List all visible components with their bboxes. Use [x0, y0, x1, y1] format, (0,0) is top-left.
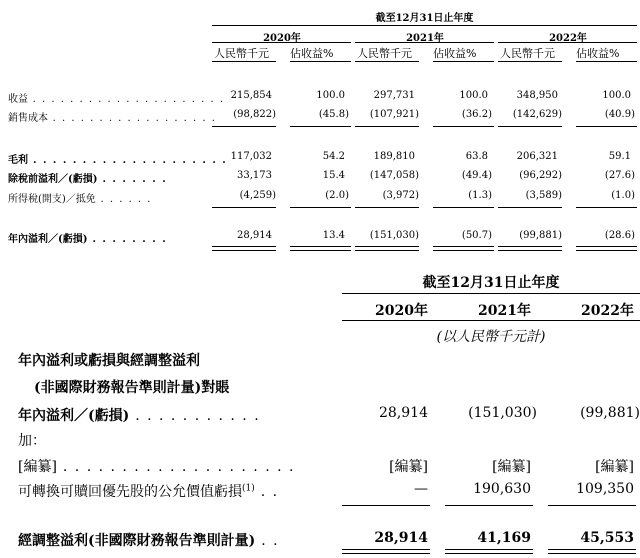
double-underline [290, 246, 351, 251]
divider [498, 207, 562, 208]
table-cell: (49.4) [461, 170, 492, 181]
table-cell: 15.4 [322, 170, 345, 181]
divider [342, 293, 640, 294]
table-cell: 109,350 [576, 481, 634, 497]
table-cell: 63.8 [465, 151, 488, 162]
table-cell: 54.2 [322, 151, 345, 162]
divider [342, 320, 640, 321]
table-row-label: 銷售成本 . . . . . . . . . . . . . . . . . . [8, 113, 217, 124]
divider [355, 61, 419, 62]
table2-year-2020: 2020年 [375, 303, 428, 319]
unit-amount-2022: 人民幣千元 [500, 47, 555, 60]
table-cell: (50.7) [461, 230, 492, 241]
double-underline [445, 549, 533, 554]
table-cell: (4,259) [239, 190, 276, 201]
divider [290, 207, 351, 208]
divider [498, 42, 637, 43]
table-cell: 28,914 [379, 405, 428, 421]
table2-unit: (以人民幣千元計) [436, 329, 546, 345]
unit-pct-2020: 佔收益% [290, 47, 334, 60]
divider [498, 126, 562, 127]
table-cell: 100.0 [459, 90, 488, 101]
table-cell: (98,822) [233, 109, 276, 120]
unit-pct-2021: 佔收益% [433, 47, 477, 60]
table-cell: (147,058) [369, 170, 419, 181]
double-underline [433, 246, 494, 251]
table-cell: (151,030) [468, 405, 537, 421]
table-row-label: 收益 . . . . . . . . . . . . . . . . . . . . . [8, 94, 225, 105]
divider [212, 207, 276, 208]
divider [576, 126, 637, 127]
table-row-label: 毛利 . . . . . . . . . . . . . . . . . . . . [8, 155, 228, 166]
table-cell: 28,914 [237, 230, 272, 241]
table-cell: (36.2) [461, 109, 492, 120]
section-heading: (非國際財務報告準則計量)對賬 [34, 380, 230, 396]
table-cell: (142,629) [512, 109, 562, 120]
unit-amount-2020: 人民幣千元 [214, 47, 269, 60]
table-cell: (96,292) [519, 170, 562, 181]
section-heading: 年內溢利或虧損與經調整溢利 [18, 353, 200, 369]
table-cell: 28,914 [374, 530, 428, 546]
table-cell: 13.4 [322, 230, 345, 241]
table1-year-2022: 2022年 [549, 33, 587, 44]
table-cell: 117,032 [230, 151, 272, 162]
double-underline [342, 549, 430, 554]
unit-amount-2021: 人民幣千元 [357, 47, 412, 60]
divider [212, 61, 276, 62]
divider [355, 126, 419, 127]
table-cell: (151,030) [369, 230, 419, 241]
table-cell: 190,630 [473, 481, 531, 497]
table-cell: 59.1 [608, 151, 631, 162]
table-cell: 41,169 [477, 530, 531, 546]
table-cell: 33,173 [237, 170, 272, 181]
table-row-label: [編纂] . . . . . . . . . . . . . . . . . . . . [18, 459, 295, 475]
divider [548, 505, 636, 506]
table-cell: (99,881) [580, 405, 640, 421]
table-cell: — [414, 481, 428, 497]
table-cell: 215,854 [230, 90, 272, 101]
table-cell: (40.9) [604, 109, 635, 120]
table-cell: 100.0 [316, 90, 345, 101]
table2-period-header: 截至12月31日止年度 [422, 275, 560, 291]
divider [355, 42, 494, 43]
divider [212, 25, 637, 26]
table2-year-2021: 2021年 [478, 303, 531, 319]
double-underline [576, 246, 637, 251]
table-cell: 206,321 [516, 151, 558, 162]
divider [433, 126, 494, 127]
table-cell: (99,881) [519, 230, 562, 241]
divider [433, 61, 494, 62]
table1-period-header: 截至12月31日止年度 [375, 13, 474, 24]
table-row-label: 除稅前溢利／(虧損) . . . . . . . [8, 174, 168, 185]
table-row-label: 可轉換可贖回優先股的公允價值虧損$^{(1)}$ . . [18, 483, 279, 500]
table-cell: (27.6) [604, 170, 635, 181]
divider [576, 207, 637, 208]
table-row-label: 年內溢利／(虧損) . . . . . . . . [8, 234, 168, 245]
table-cell: (45.8) [318, 109, 349, 120]
table-cell: (1.0) [611, 190, 635, 201]
table-row-label: 所得稅(開支)／抵免 . . . . . . [8, 194, 152, 205]
table-cell: 45,553 [580, 530, 634, 546]
table-row-label: 加： [18, 433, 46, 449]
table-cell: 100.0 [602, 90, 631, 101]
divider [576, 61, 637, 62]
divider [212, 42, 351, 43]
table1-year-2020: 2020年 [263, 33, 301, 44]
table-cell: 297,731 [373, 90, 415, 101]
table-cell: [編纂] [389, 459, 428, 475]
divider [355, 207, 419, 208]
table-cell: (3,972) [382, 190, 419, 201]
double-underline [355, 246, 419, 251]
table-row-label: 年內溢利／(虧損) . . . . . . . . . . . [18, 408, 261, 424]
table2-year-2022: 2022年 [581, 303, 634, 319]
divider [290, 126, 351, 127]
table-cell: 348,950 [516, 90, 558, 101]
divider [445, 505, 533, 506]
table-cell: (1.3) [468, 190, 492, 201]
table-cell: (2.0) [325, 190, 349, 201]
table1-year-2021: 2021年 [406, 33, 444, 44]
divider [212, 126, 276, 127]
divider [433, 207, 494, 208]
table-cell: (28.6) [604, 230, 635, 241]
double-underline [548, 549, 636, 554]
table-cell: [編纂] [492, 459, 531, 475]
table-cell: [編纂] [595, 459, 634, 475]
unit-pct-2022: 佔收益% [576, 47, 620, 60]
table-cell: (107,921) [369, 109, 419, 120]
divider [342, 505, 430, 506]
double-underline [498, 246, 562, 251]
double-underline [212, 246, 276, 251]
table-cell: (3,589) [525, 190, 562, 201]
table-cell: 189,810 [373, 151, 415, 162]
divider [498, 61, 562, 62]
divider [290, 61, 351, 62]
table-row-label: 經調整溢利(非國際財務報告準則計量) . . [18, 533, 280, 549]
